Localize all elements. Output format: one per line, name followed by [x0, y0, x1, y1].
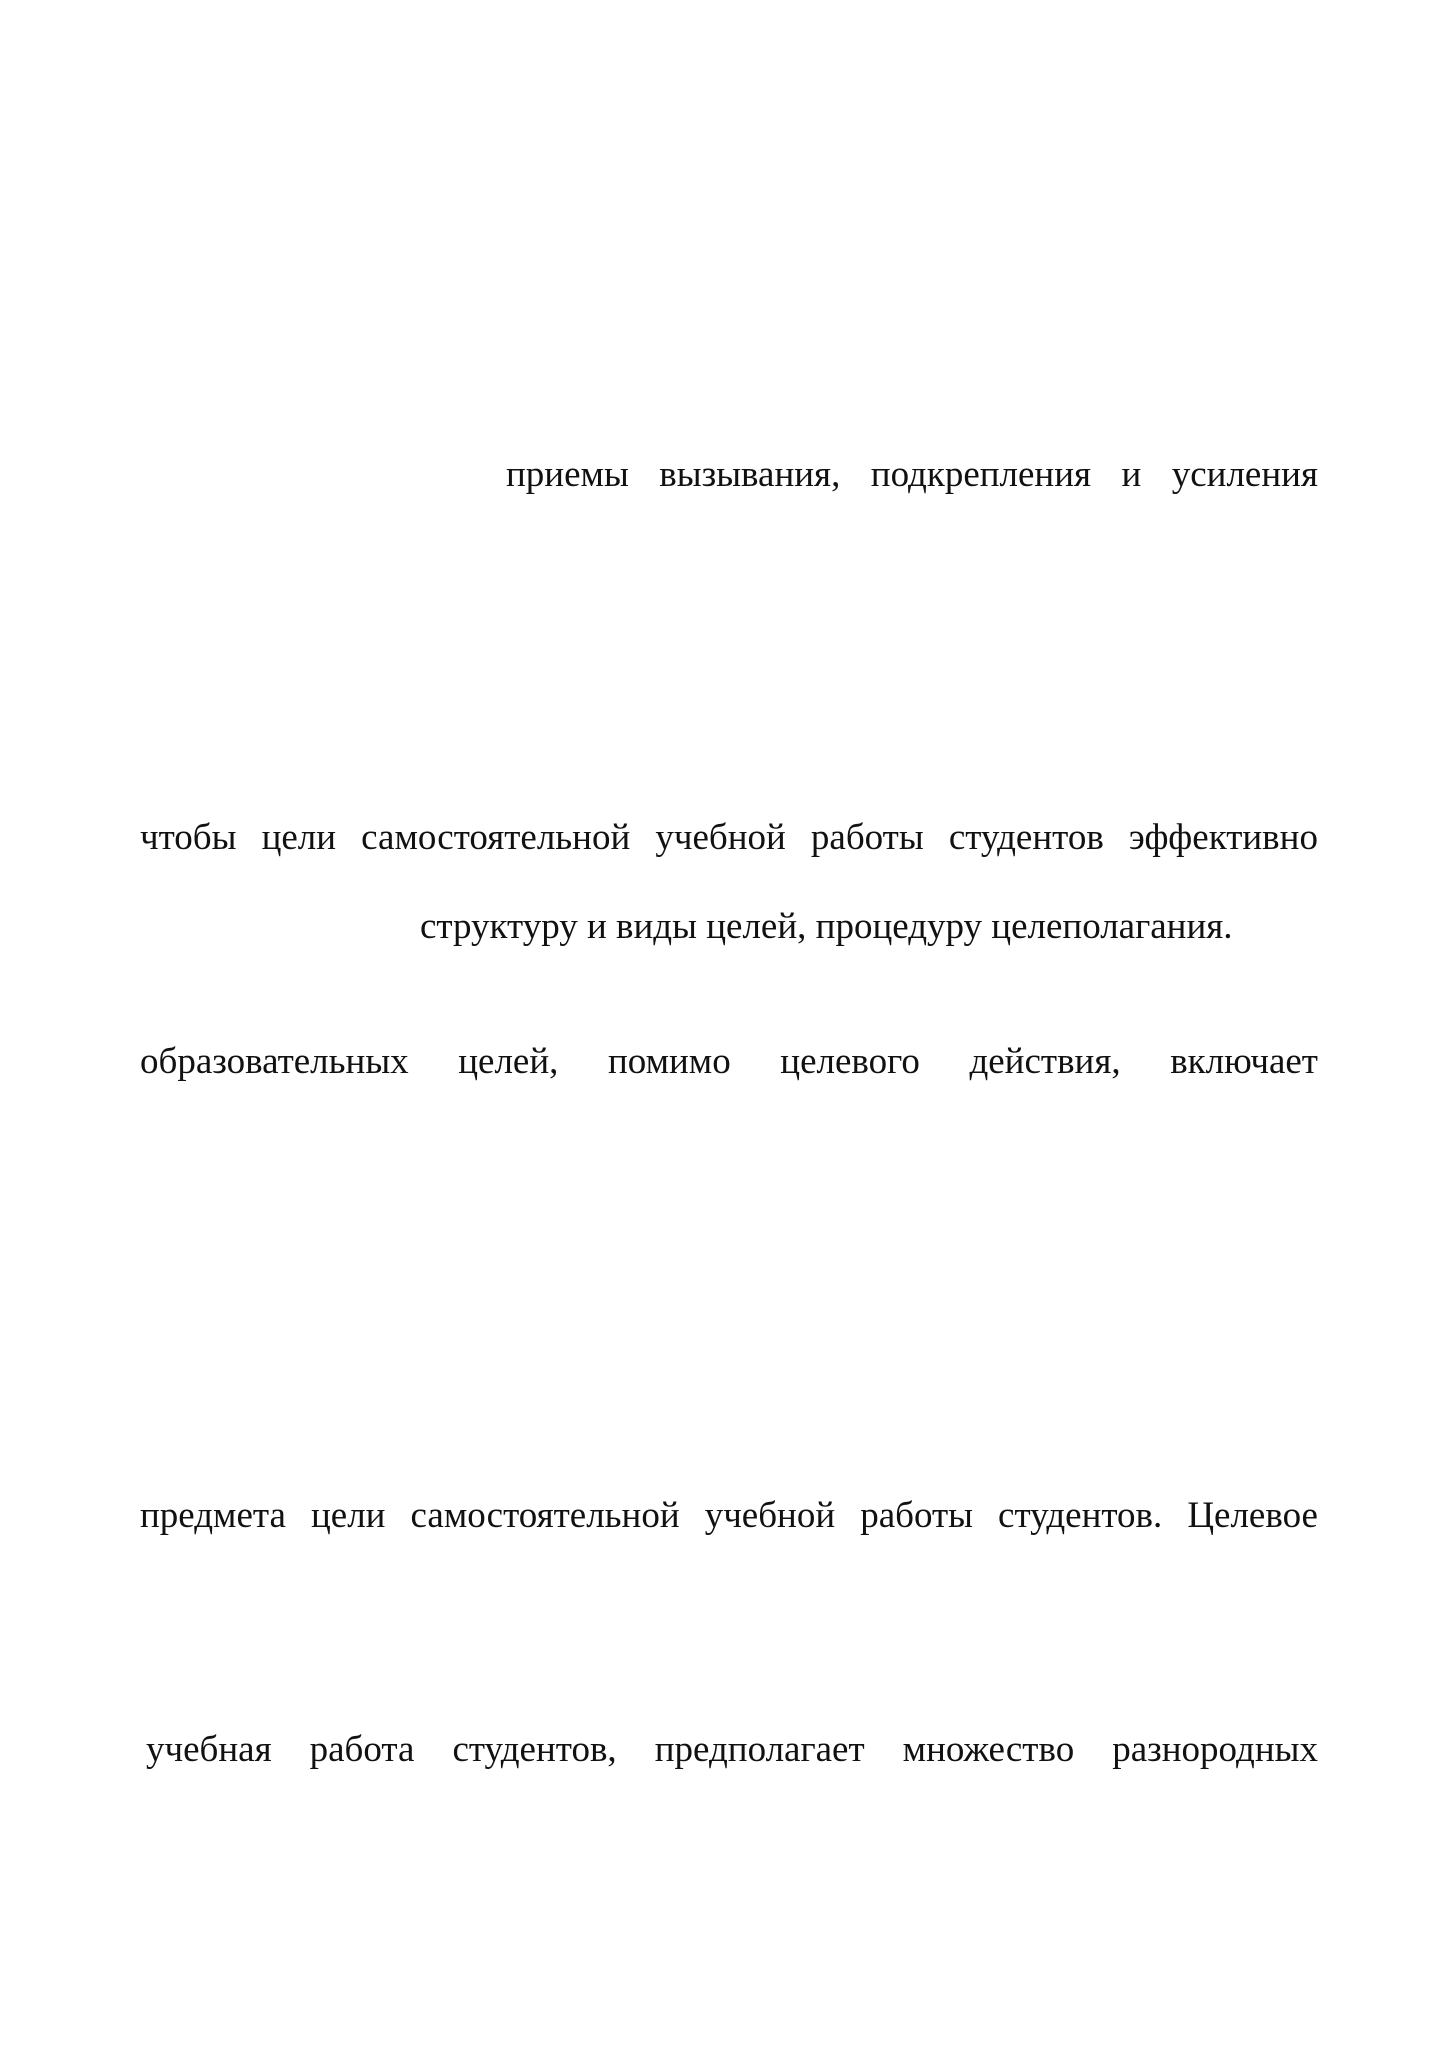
word: студентов,: [452, 1729, 617, 1770]
word: работа: [309, 1729, 415, 1770]
text-line-1: [506, 453, 1318, 497]
text-line-5: [140, 1494, 1318, 1538]
word: предмета: [140, 1495, 286, 1536]
word: вызывания,: [659, 454, 841, 495]
word: образовательных: [140, 1041, 409, 1082]
word: усиления: [1171, 454, 1318, 495]
text-line-3: структуру и виды целей, процедуру целеполагания.: [420, 906, 1233, 947]
word: чтобы: [140, 817, 237, 858]
text-line-2: [140, 816, 1318, 860]
word: самостоятельной: [361, 817, 631, 858]
word: работы: [810, 817, 924, 858]
word: включает: [1170, 1041, 1318, 1082]
word: предполагает: [654, 1729, 865, 1770]
word: работы: [860, 1495, 973, 1536]
word: цели: [311, 1495, 386, 1536]
word: учебная: [146, 1729, 272, 1770]
word: помимо: [607, 1041, 731, 1082]
word: подкрепления: [870, 454, 1092, 495]
word: студентов: [948, 817, 1104, 858]
word: цели: [261, 817, 337, 858]
text-line-4: [140, 1040, 1318, 1084]
word: множество: [902, 1729, 1075, 1770]
word: целей,: [458, 1041, 559, 1082]
word: Целевое: [1187, 1495, 1318, 1536]
word: приемы: [506, 454, 629, 495]
word: самостоятельной: [410, 1495, 680, 1536]
word: разнородных: [1112, 1729, 1318, 1770]
text-line-6: [146, 1728, 1318, 1772]
word: действия,: [969, 1041, 1121, 1082]
word: учебной: [704, 1495, 836, 1536]
word: целевого: [780, 1041, 920, 1082]
word: и: [1121, 454, 1142, 495]
word: эффективно: [1128, 817, 1318, 858]
word: студентов.: [998, 1495, 1163, 1536]
word: учебной: [655, 817, 786, 858]
